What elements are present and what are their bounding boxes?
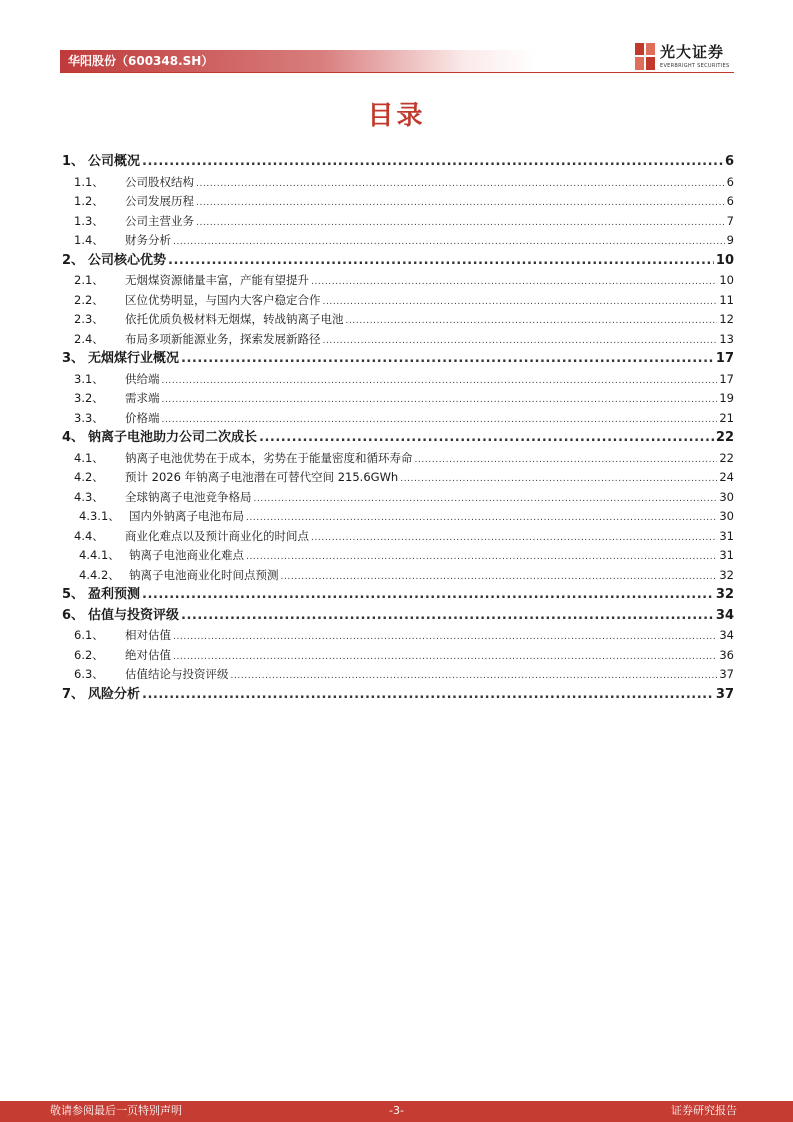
toc-entry-number: 3、 (62, 351, 85, 366)
toc-entry-page: 24 (719, 470, 734, 484)
everbright-logo-icon (635, 43, 655, 70)
toc-leader-dots (142, 585, 714, 606)
toc-entry[interactable] (60, 231, 734, 251)
toc-entry-title: 钠离子电池优势在于成本，劣势在于能量密度和循环寿命 (125, 450, 413, 465)
toc-entry-title: 公司概况 (88, 154, 141, 169)
toc-entry-page: 30 (719, 489, 734, 504)
toc-entry[interactable] (60, 173, 734, 193)
toc-entry-number: 4.3.1、 (79, 509, 120, 523)
toc-entry-title: 公司发展历程 (125, 194, 194, 208)
toc-entry[interactable] (60, 330, 734, 350)
toc-entry-page: 21 (719, 410, 734, 425)
toc-entry[interactable] (60, 370, 734, 390)
toc-entry[interactable] (60, 468, 734, 488)
footer-page-number: -3- (389, 1104, 404, 1117)
toc-entry-title: 盈利预测 (88, 587, 141, 602)
toc-entry-number: 6.1、 (74, 628, 104, 642)
toc-leader-dots (181, 606, 714, 627)
toc-entry-title: 财务分析 (125, 233, 171, 247)
toc-leader-dots (162, 391, 718, 409)
toc-leader-dots (142, 685, 714, 706)
toc-leader-dots (246, 548, 717, 566)
toc-entry-page: 31 (719, 548, 734, 562)
toc-entry-page: 34 (715, 607, 734, 623)
toc-leader-dots (415, 451, 718, 469)
toc-entry[interactable] (60, 546, 734, 566)
toc-entry-page: 37 (719, 667, 734, 681)
toc-leader-dots (311, 273, 717, 291)
toc-entry-title: 布局多项新能源业务，探索发展新路径 (125, 331, 321, 346)
toc-entry[interactable] (60, 212, 734, 232)
toc-leader-dots (400, 470, 717, 488)
toc-entry[interactable] (60, 585, 734, 606)
toc-entry-page: 10 (715, 252, 734, 268)
toc-leader-dots (173, 233, 725, 251)
toc-entry-number: 2.3、 (74, 312, 104, 326)
broker-logo (635, 42, 735, 72)
toc-entry-page: 13 (719, 331, 734, 346)
toc-leader-dots (168, 251, 714, 272)
toc-entry-title: 需求端 (125, 391, 160, 405)
toc-entry-page: 22 (719, 450, 734, 465)
toc-leader-dots (323, 293, 718, 311)
toc-entry-title: 公司股权结构 (125, 174, 194, 189)
toc-entry-page: 32 (715, 587, 734, 602)
footer-report-type: 证券研究报告 (671, 1104, 737, 1117)
toc-entry-page: 17 (715, 351, 734, 366)
toc-leader-dots (173, 628, 717, 646)
toc-entry-number: 2.1、 (74, 273, 104, 287)
toc-entry-page: 31 (719, 528, 734, 543)
toc-entry-title: 预计 2026 年钠离子电池潜在可替代空间 215.6GWh (125, 470, 399, 484)
toc-entry-number: 1.4、 (74, 233, 104, 247)
toc-leader-dots (254, 490, 718, 508)
broker-name-en: EVERBRIGHT SECURITIES (660, 63, 730, 69)
toc-entry[interactable] (60, 488, 734, 508)
toc-entry-number: 3.2、 (74, 391, 104, 405)
toc-entry[interactable] (60, 389, 734, 409)
toc-entry-number: 4.3、 (74, 489, 104, 504)
toc-entry[interactable] (60, 626, 734, 646)
toc-entry[interactable] (60, 428, 734, 449)
toc-leader-dots (323, 332, 718, 350)
toc-entry-number: 7、 (62, 686, 85, 702)
toc-entry-title: 价格端 (125, 410, 160, 425)
toc-entry[interactable] (60, 685, 734, 706)
toc-entry-number: 6.3、 (74, 667, 104, 681)
toc-entry-page: 6 (726, 174, 734, 189)
toc-entry-page: 19 (719, 391, 734, 405)
toc-leader-dots (196, 214, 725, 232)
toc-leader-dots (196, 194, 725, 212)
toc-entry-title: 钠离子电池助力公司二次成长 (88, 430, 258, 445)
toc-entry[interactable] (60, 291, 734, 311)
toc-entry-title: 公司主营业务 (125, 213, 194, 228)
toc-entry-number: 1.3、 (74, 213, 104, 228)
toc-entry-number: 4.4、 (74, 528, 104, 543)
toc-entry[interactable] (60, 527, 734, 547)
toc-entry-number: 6.2、 (74, 647, 104, 662)
toc-entry-page: 36 (719, 647, 734, 662)
toc-entry-number: 6、 (62, 607, 85, 623)
toc-entry-title: 无烟煤资源储量丰富，产能有望提升 (125, 273, 309, 287)
toc-entry-title: 估值结论与投资评级 (125, 667, 229, 681)
toc-entry-title: 绝对估值 (125, 647, 171, 662)
toc-entry-number: 4.4.2、 (79, 567, 120, 582)
toc-entry-title: 钠离子电池商业化时间点预测 (129, 567, 279, 582)
toc-entry-page: 30 (719, 509, 734, 523)
toc-entry-title: 区位优势明显，与国内大客户稳定合作 (125, 292, 321, 307)
toc-leader-dots (162, 411, 718, 429)
toc-entry-page: 12 (719, 312, 734, 326)
toc-entry-title: 国内外钠离子电池布局 (129, 509, 244, 523)
toc-entry-number: 3.3、 (74, 410, 104, 425)
toc-leader-dots (231, 667, 718, 685)
toc-entry-title: 依托优质负极材料无烟煤，转战钠离子电池 (125, 312, 344, 326)
toc-entry[interactable] (60, 646, 734, 666)
toc-entry[interactable] (60, 349, 734, 370)
footer-disclaimer: 敬请参阅最后一页特别声明 (50, 1104, 182, 1117)
toc-entry[interactable] (60, 566, 734, 586)
toc-entry-number: 2.2、 (74, 292, 104, 307)
toc-entry-title: 风险分析 (88, 686, 141, 702)
toc-leader-dots (246, 509, 717, 527)
toc-entry-page: 6 (726, 194, 734, 208)
toc-entry[interactable] (60, 449, 734, 469)
toc-entry-number: 4.1、 (74, 450, 104, 465)
toc-leader-dots (196, 175, 725, 193)
toc-entry-number: 4.4.1、 (79, 548, 120, 562)
toc-entry-title: 无烟煤行业概况 (88, 351, 180, 366)
toc-leader-dots (142, 152, 723, 173)
toc-entry-page: 17 (719, 371, 734, 386)
toc-entry-number: 1.2、 (74, 194, 104, 208)
toc-entry-number: 4.2、 (74, 470, 104, 484)
toc-entry[interactable] (60, 310, 734, 330)
toc-leader-dots (162, 372, 718, 390)
toc-entry[interactable] (60, 152, 734, 173)
toc-entry[interactable] (60, 271, 734, 291)
toc-leader-dots (173, 648, 717, 666)
toc-entry-page: 11 (719, 292, 734, 307)
toc-entry[interactable] (60, 251, 734, 272)
toc-leader-dots (259, 428, 714, 449)
toc-leader-dots (346, 312, 718, 330)
toc-entry-title: 供给端 (125, 371, 160, 386)
toc-entry[interactable] (60, 606, 734, 627)
toc-entry-title: 商业化难点以及预计商业化的时间点 (125, 528, 309, 543)
toc-leader-dots (181, 349, 714, 370)
broker-name: 光大证券 (660, 43, 725, 61)
table-of-contents (60, 152, 734, 705)
toc-entry-page: 37 (715, 686, 734, 702)
toc-entry-number: 1、 (62, 154, 85, 169)
toc-entry-title: 相对估值 (125, 628, 171, 642)
toc-entry-number: 5、 (62, 587, 85, 602)
toc-leader-dots (311, 529, 717, 547)
toc-entry-page: 34 (719, 628, 734, 642)
toc-entry[interactable] (60, 409, 734, 429)
toc-entry-number: 3.1、 (74, 371, 104, 386)
toc-entry-page: 10 (719, 273, 734, 287)
toc-entry[interactable] (60, 507, 734, 527)
toc-entry-number: 1.1、 (74, 174, 104, 189)
toc-entry-number: 2.4、 (74, 331, 104, 346)
toc-entry[interactable] (60, 192, 734, 212)
toc-entry-page: 6 (724, 154, 734, 169)
toc-entry-page: 9 (726, 233, 734, 247)
toc-entry-page: 22 (715, 430, 734, 445)
toc-leader-dots (281, 568, 718, 586)
toc-entry-title: 估值与投资评级 (88, 607, 180, 623)
toc-entry-number: 2、 (62, 252, 85, 268)
toc-entry-title: 全球钠离子电池竞争格局 (125, 489, 252, 504)
toc-entry-title: 钠离子电池商业化难点 (129, 548, 244, 562)
toc-entry-number: 4、 (62, 430, 85, 445)
toc-entry[interactable] (60, 665, 734, 685)
toc-entry-page: 32 (719, 567, 734, 582)
header-rule (60, 72, 734, 73)
toc-entry-page: 7 (726, 213, 734, 228)
toc-entry-title: 公司核心优势 (88, 252, 167, 268)
company-title: 华阳股份（600348.SH） (68, 54, 214, 68)
toc-title: 目录 (367, 101, 426, 131)
